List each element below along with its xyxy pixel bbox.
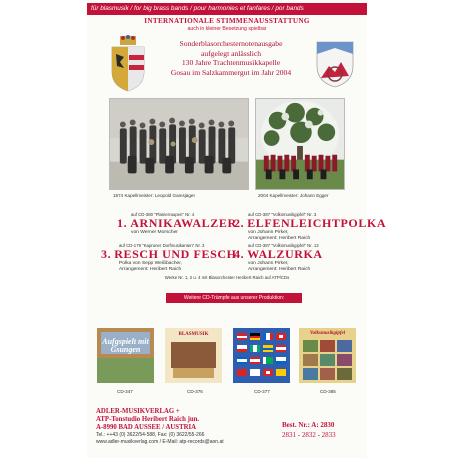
order-number: Best. Nr.: A: 2830 xyxy=(282,421,335,429)
further-cds-banner: Weitere CD-Trümpfe aus unserer Produktion: xyxy=(166,293,302,303)
cd-cover-347 xyxy=(97,328,154,383)
song-cd-reference: auf CD-387 "Volksmusikgipfel" Nr. 13 xyxy=(248,243,319,248)
song-credit: von Johann Pirker, xyxy=(248,230,289,235)
cd-label: CD-347 xyxy=(117,389,133,394)
sheet-music-cover xyxy=(87,0,387,458)
historic-band-photo xyxy=(109,98,249,190)
song-cd-reference: auf CD-387 "Volksmusikgipfel" Nr. 3 xyxy=(248,212,317,217)
song-credit: Arrangement: Heribert Raich xyxy=(248,236,311,242)
cd-cover-title: Aufgspielt mit Gsungen xyxy=(102,337,149,354)
recordings-note: Werke Nr. 1, 2 u. 4 mit Blasorchester Heribert Raich auf ATP/CDs xyxy=(164,275,290,280)
cd-cover-385 xyxy=(299,328,356,383)
cd-cover-flags xyxy=(233,328,290,383)
song-entry-2 xyxy=(234,212,386,243)
song-credit: Arrangement: Heribert Raich xyxy=(119,267,182,273)
song-entry-1 xyxy=(117,212,237,236)
cd-label: CD-377 xyxy=(254,389,270,394)
song-entry-3 xyxy=(101,243,237,274)
edition-description: Sonderblasorchesternotenausgabe aufgelegt anlässlich 130 Jahre Trachtenmusikkapelle Gosau im Salzkammergut im Jahr 2004 xyxy=(170,39,292,77)
publisher-contact: Tel.: ++43 (0) 3622/54-588, Fax: (0) 3622/55-266 www.adler-musikverlag.com / E-Mail: atp-records@aon.at xyxy=(96,432,224,445)
modern-band-photo xyxy=(255,98,345,190)
cd-cover-376 xyxy=(165,328,222,383)
song-entry-4 xyxy=(234,243,323,274)
cover-subtitle: auch in kleiner Besetzung spielbar xyxy=(187,26,267,32)
gosau-crest-icon xyxy=(315,40,355,88)
order-codes: 2831 - 2832 - 2833 xyxy=(282,431,336,439)
song-cd-reference: auf CD-380 "Planierraupen" Nr. 4 xyxy=(131,212,195,217)
cd-label: CD-376 xyxy=(187,389,203,394)
cd-cover-title: Volksmusikgipfel xyxy=(309,331,346,336)
cd-cover-title: BLASMUSIK xyxy=(178,332,209,337)
song-title: 4. WALZURKA xyxy=(234,247,323,261)
modern-photo-caption: 2004 Kapellmeister: Johann Egger xyxy=(258,193,329,198)
song-title: 3. RESCH UND FESCH xyxy=(101,247,237,261)
cd-cover-377 xyxy=(233,328,290,383)
audience-band: für blasmusik / for big brass bands / pour harmonies et fanfares / por bands xyxy=(87,3,367,15)
cover-title: INTERNATIONALE STIMMENAUSSTATTUNG xyxy=(144,17,310,25)
song-title: 1. ARNIKAWALZER xyxy=(117,216,237,230)
publisher-address: ADLER-MUSIKVERLAG + ATP-Tonstudio Heribert Raich jun. A-8990 BAD AUSSEE / AUSTRIA xyxy=(96,408,200,431)
historic-photo-caption: 1874 Kapellmeister: Leopold Gamsjäger xyxy=(113,193,195,198)
song-cd-reference: auf CD-179 "Kapruner Dorfmusikanten" Nr. 3 xyxy=(119,243,205,248)
cd-label: CD-385 xyxy=(320,389,336,394)
song-credit: Polka von Sepp Weißbacher, xyxy=(119,261,182,266)
song-credit: Arrangement: Heribert Raich xyxy=(248,267,311,273)
song-credit: von Werner Morscher xyxy=(131,230,178,235)
song-title: 2. ELFENLEICHTPOLKA xyxy=(234,216,387,230)
upper-austria-crest-icon xyxy=(109,34,147,92)
song-credit: von Johann Pirker, xyxy=(248,261,289,266)
cd-cover-art xyxy=(299,328,356,383)
